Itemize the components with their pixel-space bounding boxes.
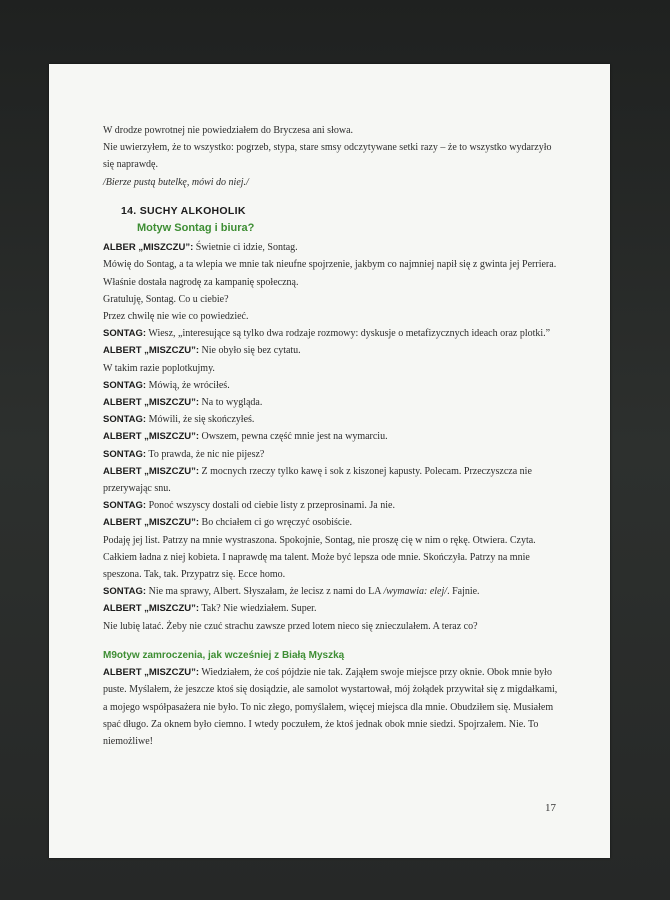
dialogue-line (103, 411, 558, 428)
body-paragraph: Gratuluję, Sontag. Co u ciebie? (103, 293, 229, 305)
dialogue-line (103, 463, 558, 497)
dialogue-line (103, 428, 558, 445)
dialogue-text: Na to wygląda. (199, 397, 263, 409)
document-page (49, 64, 610, 858)
stage-direction: /wymawia: elej/ (383, 586, 448, 598)
body-paragraph: Nie uwierzyłem, że to wszystko: pogrzeb, stypa, stare smsy odczytywane setki razy – że to wszystko wydarzyło się naprawdę. (103, 142, 552, 171)
dialogue-line (103, 239, 558, 256)
speaker-name: ALBERT „MISZCZU”: (103, 603, 200, 615)
dialogue-line (103, 600, 558, 617)
dialogue-line (103, 394, 558, 411)
motif-note: M9otyw zamroczenia, jak wcześniej z Białą Myszką (103, 649, 345, 661)
speaker-name: SONTAG: (103, 379, 147, 391)
dialogue-text: Bo chciałem ci go wręczyć osobiście. (199, 517, 353, 529)
speaker-name: SONTAG: (103, 414, 147, 426)
speaker-name: ALBERT „MISZCZU”: (103, 431, 200, 443)
dialogue-text: Wiesz, „interesujące są tylko dwa rodzaje rozmowy: dyskusje o metafizycznych ideach oraz plotki.” (146, 328, 551, 340)
dialogue-text: Owszem, pewna część mnie jest na wymarciu. (199, 431, 388, 443)
speaker-name: ALBERT „MISZCZU”: (103, 667, 200, 679)
dialogue-line (103, 664, 558, 750)
section-heading: 14. SUCHY ALKOHOLIK (121, 204, 246, 217)
dialogue-line (103, 446, 558, 463)
speaker-name: SONTAG: (103, 328, 147, 340)
dialogue-text: . Fajnie. (447, 586, 480, 598)
dialogue-text: Mówią, że wróciłeś. (146, 379, 230, 391)
speaker-name: SONTAG: (103, 500, 147, 512)
motif-note: Motyw Sontag i biura? (137, 222, 255, 235)
body-paragraph: Przez chwilę nie wie co powiedzieć. (103, 311, 249, 323)
dialogue-text: To prawda, że nic nie pijesz? (146, 448, 265, 460)
dialogue-text: Nie obyło się bez cytatu. (199, 345, 301, 357)
body-paragraph: W drodze powrotnej nie powiedziałem do Bryczesa ani słowa. (103, 125, 354, 136)
stage-direction: /Bierze pustą butelkę, mówi do niej./ (103, 176, 249, 188)
speaker-name: ALBERT „MISZCZU”: (103, 465, 200, 477)
body-paragraph: Podaję jej list. Patrzy na mnie wystraszona. Spokojnie, Sontag, nie proszę cię w nim o rękę. Otwiera. Czyta. Całkiem ładna z niej kobieta. I naprawdę ma talent. Może być lepsza ode mnie. Skończyła. Patrzy na mnie speszona. Tak, tak. Przypatrz się. Ecce homo. (103, 534, 536, 581)
speaker-name: SONTAG: (103, 586, 147, 598)
dialogue-text: Wiedziałem, że coś pójdzie nie tak. Zająłem swoje miejsce przy oknie. Obok mnie było puste. Myślałem, że jeszcze ktoś się dosiądzie, ale samolot wystartował, mój żołądek przywitał się z migdałkami, a mojego współpasażera nie było. To nic złego, pomyślałem, więcej miejsca dla mnie. Obudziłem się. Musiałem spać długo. Za oknem było ciemno. I wtedy poczułem, że ktoś jednak obok mnie siedzi. Spojrzałem. Nie. To niemożliwe! (103, 667, 558, 747)
body-paragraph: W takim razie poplotkujmy. (103, 362, 215, 374)
speaker-name: ALBERT „MISZCZU”: (103, 517, 200, 529)
dialogue-text: Z mocnych rzeczy tylko kawę i sok z kiszonej kapusty. Polecam. Przeczyszcza nie przerywając snu. (103, 465, 532, 495)
dialogue-text: Nie ma sprawy, Albert. Słyszałam, że lecisz z nami do LA (146, 586, 384, 598)
page-content (103, 122, 558, 750)
dialogue-text: Świetnie ci idzie, Sontag. (193, 242, 298, 254)
speaker-name: ALBERT „MISZCZU”: (103, 345, 200, 357)
dialogue-text: Tak? Nie wiedziałem. Super. (199, 603, 317, 615)
dialogue-line (103, 497, 558, 514)
speaker-name: ALBER „MISZCZU”: (103, 242, 194, 254)
speaker-name: ALBERT „MISZCZU”: (103, 397, 200, 409)
body-paragraph: Nie lubię latać. Żeby nie czuć strachu zawsze przed lotem nieco się znieczulałem. A teraz co? (103, 620, 478, 632)
dialogue-line (103, 583, 558, 600)
dialogue-line (103, 377, 558, 394)
dialogue-text: Ponoć wszyscy dostali od ciebie listy z przeprosinami. Ja nie. (146, 500, 395, 512)
dialogue-line (103, 514, 558, 531)
page-number: 17 (545, 802, 556, 814)
dialogue-line (103, 342, 558, 359)
dialogue-text: Mówili, że się skończyłeś. (146, 414, 255, 426)
speaker-name: SONTAG: (103, 448, 147, 460)
body-paragraph: Mówię do Sontag, a ta wlepia we mnie tak nieufne spojrzenie, jakbym co najmniej napił się z gwinta jej Perriera. Właśnie dostała nagrodę za kampanię społeczną. (103, 259, 557, 288)
dialogue-line (103, 325, 558, 342)
